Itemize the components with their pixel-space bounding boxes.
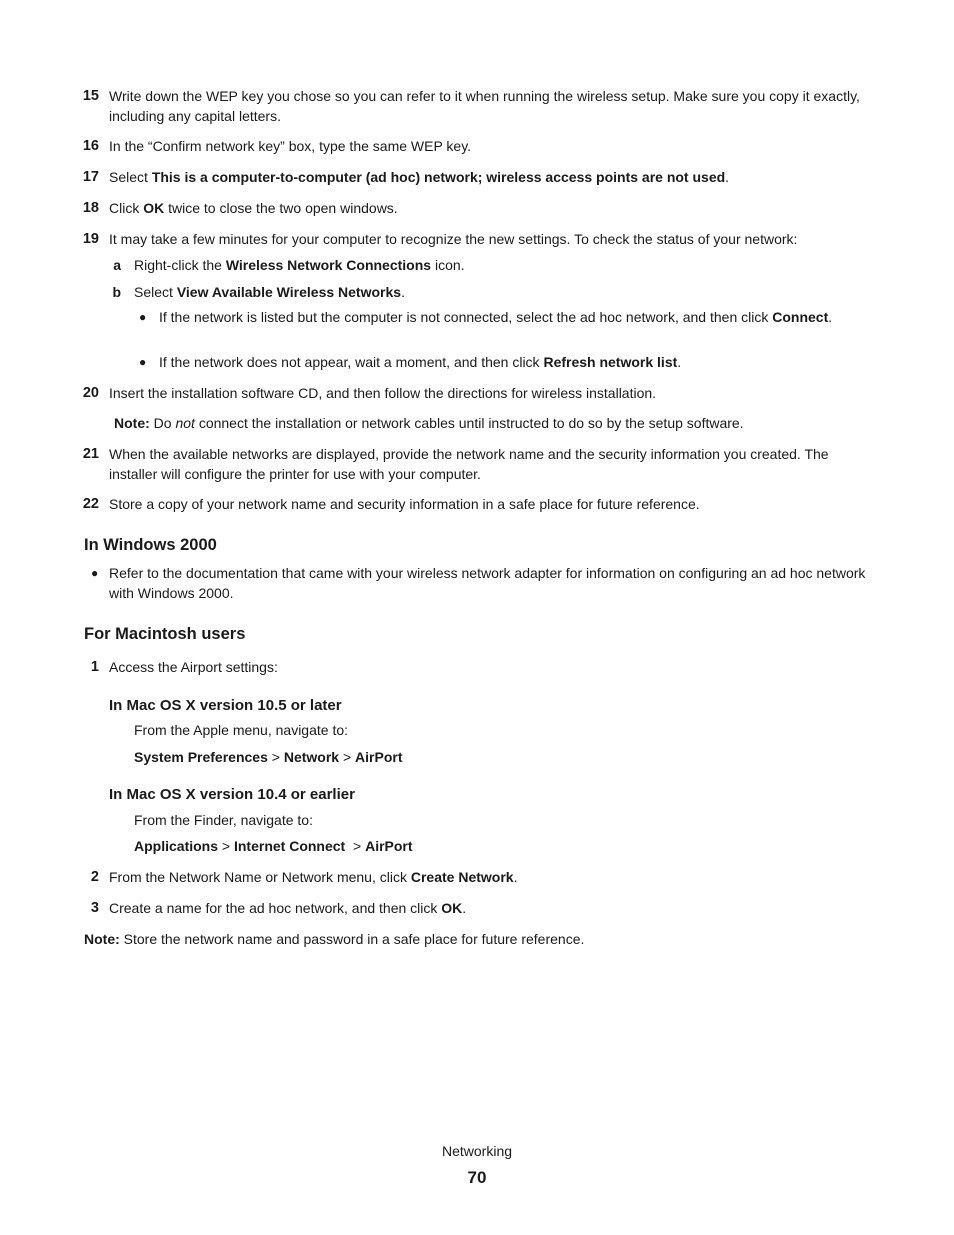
step-number: 22: [82, 496, 99, 512]
text-run: >: [345, 838, 366, 854]
text-run: If the network does not appear, wait a moment, and then click: [159, 354, 544, 370]
step-text: [109, 898, 879, 918]
emphasis-text: AirPort: [355, 749, 403, 765]
page-number: 70: [467, 1168, 487, 1187]
emphasis-text: Create Network: [410, 869, 514, 885]
emphasis-text: AirPort: [365, 838, 413, 854]
step-text: [109, 494, 879, 514]
text-run: Insert the installation software CD, and then follow the directions for wireless installation.: [109, 385, 657, 401]
substep-text: [134, 282, 874, 302]
step-number: 16: [82, 138, 99, 154]
substep-letter: a: [113, 257, 121, 273]
step-number: 19: [82, 231, 99, 247]
text-run: .: [513, 869, 518, 885]
subsection-heading: In Mac OS X version 10.4 or earlier: [109, 786, 355, 803]
step-number: 2: [90, 869, 99, 885]
text-run: Create a name for the ad hoc network, and then click: [109, 900, 442, 916]
text-run: Select: [109, 169, 152, 185]
text-run: icon.: [431, 257, 465, 273]
step-text: [109, 867, 879, 887]
emphasis-text: Note:: [114, 415, 150, 431]
emphasis-text: View Available Wireless Networks: [176, 284, 402, 300]
text-run: From the Network Name or Network menu, click: [109, 869, 411, 885]
step-number: 21: [82, 446, 99, 462]
emphasis-text: Connect: [772, 309, 829, 325]
emphasis-text: OK: [441, 900, 463, 916]
text-run: twice to close the two open windows.: [164, 200, 398, 216]
text-run: >: [267, 749, 284, 765]
menu-path: [134, 836, 874, 856]
section-heading: In Windows 2000: [84, 536, 217, 554]
emphasis-text: Network: [283, 749, 340, 765]
step-number: 20: [82, 385, 99, 401]
footer-section: Networking: [441, 1143, 513, 1159]
step-text: [109, 444, 879, 484]
text-run: .: [462, 900, 467, 916]
text-run: In the “Confirm network key” box, type the same WEP key.: [109, 138, 472, 154]
text-run: not: [175, 415, 195, 431]
step-number: 15: [82, 88, 99, 104]
menu-path: [134, 747, 874, 767]
step-number: 18: [82, 200, 99, 216]
emphasis-text: OK: [143, 200, 165, 216]
emphasis-text: Wireless Network Connections: [225, 257, 432, 273]
text-run: It may take a few minutes for your computer to recognize the new settings. To check the status of your network:: [109, 231, 798, 247]
section-heading: For Macintosh users: [84, 625, 246, 643]
text-run: Store a copy of your network name and security information in a safe place for future reference.: [109, 496, 700, 512]
bullet-text: [159, 352, 859, 372]
step-number: 3: [90, 900, 99, 916]
step-text: [109, 136, 879, 156]
subsection-heading: In Mac OS X version 10.5 or later: [109, 697, 342, 714]
text-run: If the network is listed but the computer is not connected, select the ad hoc network, and then click: [159, 309, 773, 325]
bullet-icon: ●: [139, 355, 147, 369]
text-run: .: [677, 354, 682, 370]
step-text: [109, 383, 879, 403]
paragraph: From the Apple menu, navigate to:: [134, 722, 349, 738]
text-run: Write down the WEP key you chose so you can refer to it when running the wireless setup. Make sure you copy it exactly, including any capital letters.: [109, 88, 860, 124]
note-text: [114, 413, 874, 433]
text-run: Store the network name and password in a safe place for future reference.: [119, 931, 585, 947]
bullet-icon: ●: [91, 566, 99, 580]
text-run: >: [218, 838, 234, 854]
emphasis-text: Refresh network list: [543, 354, 678, 370]
substep-letter: b: [112, 284, 121, 300]
emphasis-text: System Preferences: [134, 749, 268, 765]
emphasis-text: This is a computer-to-computer (ad hoc) network; wireless access points are not used: [151, 169, 726, 185]
bullet-text: [159, 307, 859, 327]
emphasis-text: Internet Connect: [233, 838, 346, 854]
text-run: .: [401, 284, 405, 300]
step-text: Access the Airport settings:: [109, 659, 278, 675]
text-run: When the available networks are displayed, provide the network name and the security information you created. The installer will configure the printer for use with your computer.: [109, 446, 829, 482]
text-run: Select: [134, 284, 177, 300]
step-number: 17: [82, 169, 99, 185]
bullet-icon: ●: [139, 310, 147, 324]
step-number: 1: [90, 659, 99, 675]
text-run: Right-click the: [134, 257, 226, 273]
emphasis-text: Note:: [84, 931, 120, 947]
bullet-text: Refer to the documentation that came with your wireless network adapter for information on configuring an ad hoc network with Windows 2000.: [109, 565, 866, 601]
step-text: [109, 198, 879, 218]
step-text: [109, 167, 879, 187]
text-run: Click: [109, 200, 144, 216]
text-run: connect the installation or network cables until instructed to do so by the setup software.: [194, 415, 744, 431]
step-text: [109, 86, 879, 126]
paragraph: From the Finder, navigate to:: [134, 812, 313, 828]
emphasis-text: Applications: [134, 838, 219, 854]
note-text: [84, 929, 874, 949]
step-text: [109, 229, 879, 249]
text-run: .: [828, 309, 833, 325]
substep-text: [134, 255, 874, 275]
text-run: >: [339, 749, 356, 765]
text-run: .: [725, 169, 730, 185]
text-run: Do: [149, 415, 176, 431]
